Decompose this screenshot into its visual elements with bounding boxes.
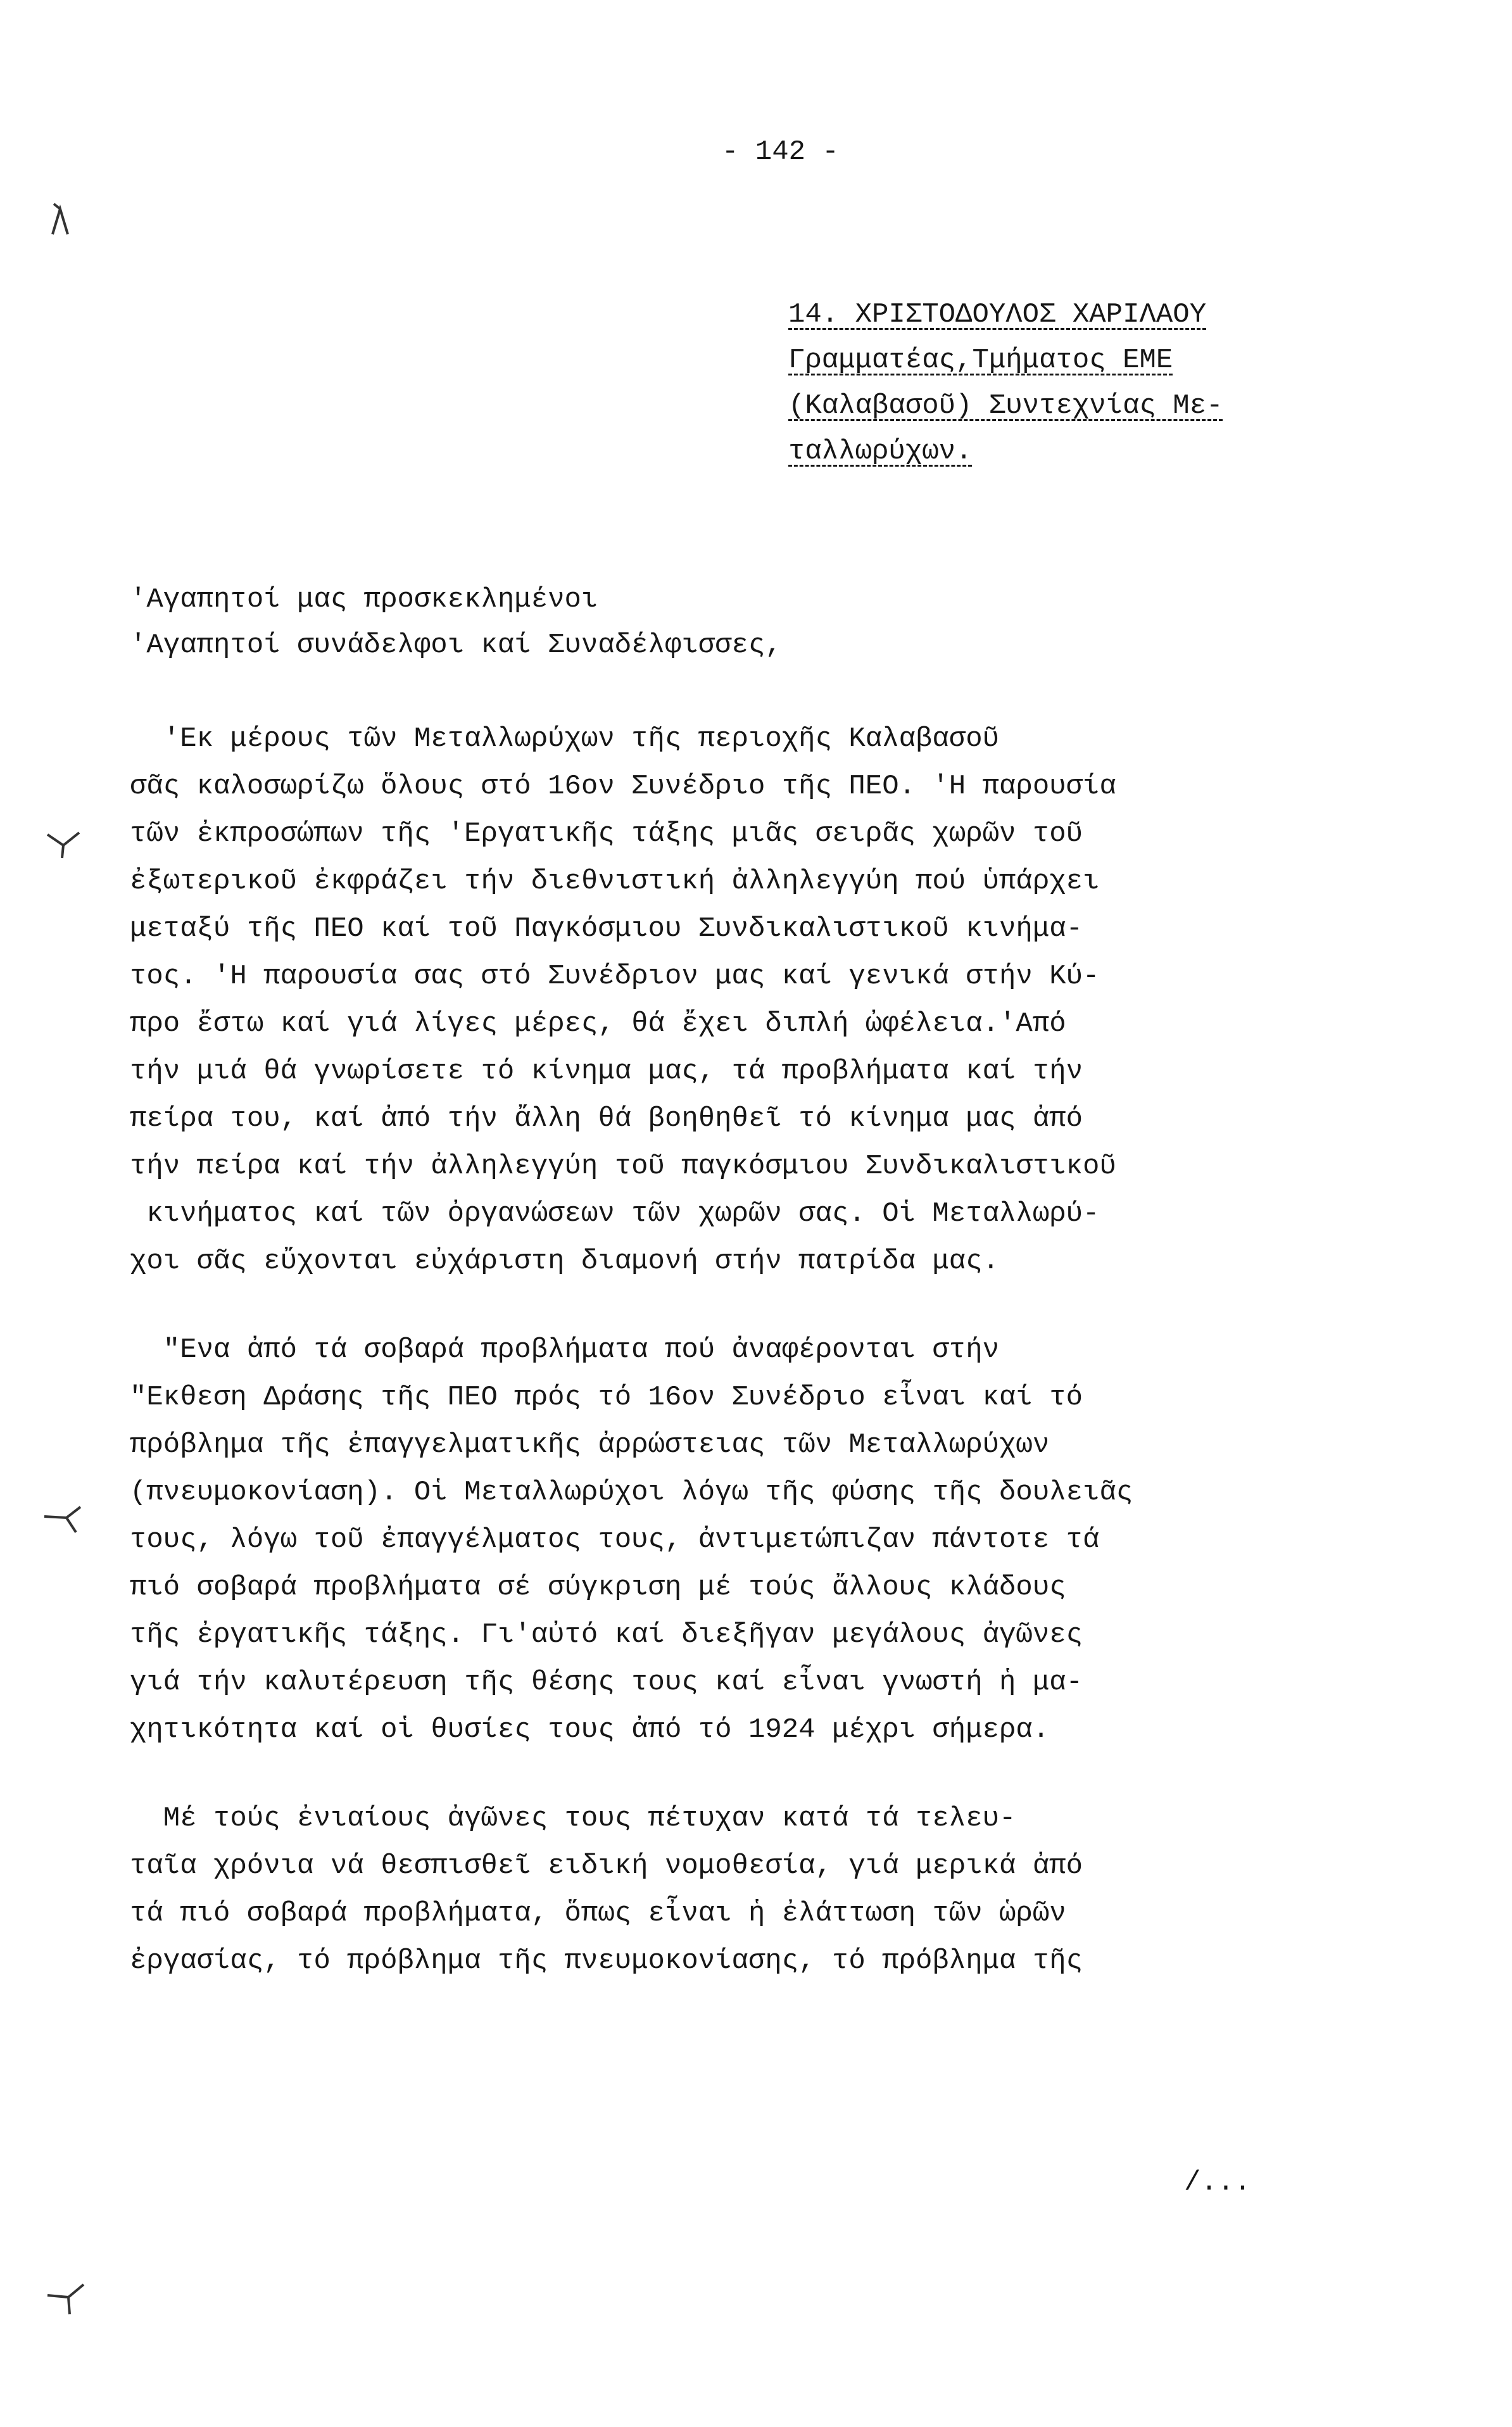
heading-line: Γραμματέας,Τμήματος ΕΜΕ [788, 344, 1173, 376]
salutation-line: 'Αγαπητοί συνάδελφοι καί Συναδέλφισσες, [130, 629, 782, 661]
salutation-line: 'Αγαπητοί μας προσκεκλημένοι [130, 584, 598, 615]
text-line: τους, λόγω τοῦ ἐπαγγέλματος τους, ἀντιμετώπιζαν πάντοτε τά [130, 1524, 1100, 1556]
text-line: ἐξωτερικοῦ ἐκφράζει τήν διεθνιστική ἀλληλεγγύη πού ὑπάρχει [130, 866, 1100, 897]
paragraph-1 [130, 723, 1116, 1277]
margin-tick-icon [44, 829, 82, 861]
text-line: τά πιό σοβαρά προβλήματα, ὅπως εἶναι ἡ ἐλάττωση τῶν ὡρῶν [130, 1898, 1066, 1929]
speaker-heading [788, 299, 1223, 468]
text-line: προ ἔστω καί γιά λίγες μέρες, θά ἔχει διπλή ὠφέλεια.'Από [130, 1008, 1066, 1040]
text-line: (πνευμοκονίαση). Οἱ Μεταλλωρύχοι λόγω τῆς φύσης τῆς δουλειᾶς [130, 1477, 1133, 1508]
paragraph-3 [130, 1803, 1083, 1977]
page-number: - 142 - [722, 136, 839, 168]
text-line: τος. 'Η παρουσία σας στό Συνέδριον μας καί γενικά στήν Κύ- [130, 961, 1100, 992]
heading-line: 14. ΧΡΙΣΤΟΔΟΥΛΟΣ ΧΑΡΙΛΑΟΥ [788, 299, 1207, 331]
text-line: 'Εκ μέρους τῶν Μεταλλωρύχων τῆς περιοχῆς Καλαβασοῦ [130, 723, 1000, 755]
paragraph-2 [130, 1334, 1133, 1746]
text-line: χητικότητα καί οἱ θυσίες τους ἀπό τό 1924 μέχρι σήμερα. [130, 1714, 1050, 1746]
text-line: "Εκθεση Δράσης τῆς ΠΕΟ πρός τό 16ον Συνέδριο εἶναι καί τό [130, 1382, 1083, 1413]
heading-line: (Καλαβασοῦ) Συντεχνίας Με- [788, 390, 1223, 422]
text-line: ταῖα χρόνια νά θεσπισθεῖ ειδική νομοθεσία, γιά μερικά ἀπό [130, 1850, 1083, 1882]
margin-tick-icon [44, 2279, 89, 2317]
text-line: ἐργασίας, τό πρόβλημα τῆς πνευμοκονίασης, τό πρόβλημα τῆς [130, 1945, 1083, 1977]
text-line: πρόβλημα τῆς ἐπαγγελματικῆς ἀρρώστειας τῶν Μεταλλωρύχων [130, 1429, 1050, 1461]
text-line: τῶν ἐκπροσώπων τῆς 'Εργατικῆς τάξης μιᾶς σειρᾶς χωρῶν τοῦ [130, 818, 1083, 850]
text-line: "Ενα ἀπό τά σοβαρά προβλήματα πού ἀναφέρονται στήν [130, 1334, 1000, 1366]
text-line: χοι σᾶς εὔχονται εὐχάριστη διαμονή στήν πατρίδα μας. [130, 1245, 1000, 1277]
margin-mark-icon [47, 203, 73, 241]
text-line: κινήματος καί τῶν ὀργανώσεων τῶν χωρῶν σας. Οἱ Μεταλλωρύ- [130, 1198, 1100, 1230]
text-line: γιά τήν καλυτέρευση τῆς θέσης τους καί εἶναι γνωστή ἡ μα- [130, 1667, 1083, 1698]
text-line: πιό σοβαρά προβλήματα σέ σύγκριση μέ τούς ἄλλους κλάδους [130, 1572, 1066, 1603]
continuation-mark: /... [1184, 2167, 1251, 2198]
text-line: πείρα του, καί ἀπό τήν ἄλλη θά βοηθηθεῖ τό κίνημα μας ἀπό [130, 1103, 1083, 1135]
text-line: τῆς ἐργατικῆς τάξης. Γι'αὐτό καί διεξῆγαν μεγάλους ἀγῶνες [130, 1619, 1083, 1651]
text-line: σᾶς καλοσωρίζω ὅλους στό 16ον Συνέδριο τῆς ΠΕΟ. 'Η παρουσία [130, 771, 1116, 802]
text-line: μεταξύ τῆς ΠΕΟ καί τοῦ Παγκόσμιου Συνδικαλιστικοῦ κινήμα- [130, 913, 1083, 945]
text-line: Μέ τούς ἐνιαίους ἀγῶνες τους πέτυχαν κατά τά τελευ- [130, 1803, 1016, 1834]
heading-line: ταλλωρύχων. [788, 436, 973, 467]
margin-tick-icon [41, 1504, 85, 1535]
text-line: τήν μιά θά γνωρίσετε τό κίνημα μας, τά προβλήματα καί τήν [130, 1056, 1083, 1087]
salutation [130, 584, 782, 697]
text-line: τήν πείρα καί τήν ἀλληλεγγύη τοῦ παγκόσμιου Συνδικαλιστικοῦ [130, 1150, 1116, 1182]
